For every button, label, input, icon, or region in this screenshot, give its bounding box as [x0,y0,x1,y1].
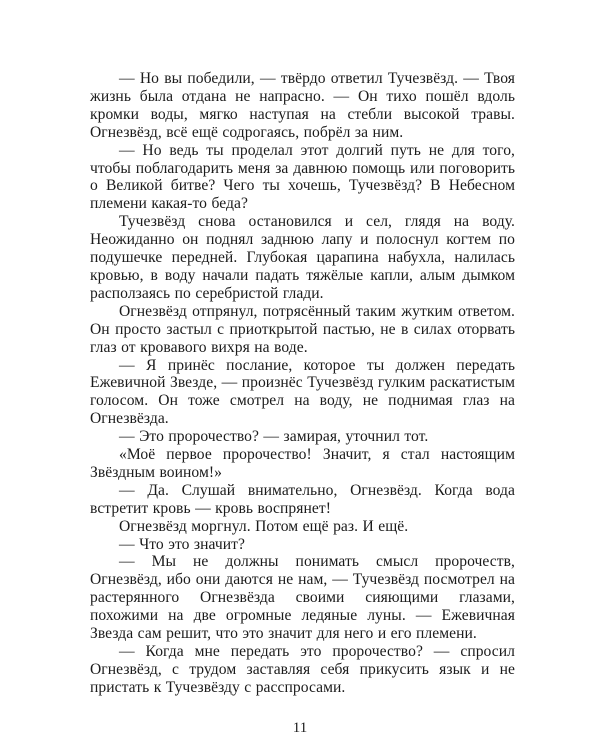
paragraph: — Когда мне передать это пророчество? — спросил Огнезвёзд, с трудом заставляя себя прикусить язык и не пристать к Тучезвёзду с расспросами. [90,643,515,696]
paragraph: Огнезвёзд моргнул. Потом ещё раз. И ещё. [119,517,409,535]
paragraph: Тучезвёзд снова остановился и сел, глядя на воду. Неожиданно он поднял заднюю лапу и полоснул когтем по подушечке передней. Глубокая царапина набухла, налилась кровью, в воду начали падать тяжёлые капли, алым дымком расползаясь по серебристой глади. [90,213,515,302]
paragraph: — Это пророчество? — замирая, уточнил тот. [119,428,429,446]
paragraph: Огнезвёзд отпрянул, потрясённый таким жутким ответом. Он просто застыл с приоткрытой пастью, не в силах оторвать глаз от кровавого вихря на воде. [90,302,515,356]
paragraph: — Я принёс послание, которое ты должен передать Ежевичной Звезде, — произнёс Тучезвёзд гулким раскатистым голосом. Он тоже смотрел на воду, не поднимая глаз на Огнезвёзда. [90,356,515,428]
paragraph: — Но вы победили, — твёрдо ответил Тучезвёзд. — Твоя жизнь была отдана не напрасно. — Он тихо пошёл вдоль кромки воды, мягко наступая на стебли высокой травы. Огнезвёзд, всё ещё содрогаясь, побрёл за ним. [90,70,515,141]
page-text [90,70,515,697]
paragraph: — Мы не должны понимать смысл пророчеств, Огнезвёзд, ибо они даются не нам, — Тучезвёзд посмотрел на растерянного Огнезвёзда своими сияющими глазами, похожими на две огромные ледяные луны. — Ежевичная Звезда сам решит, что это значит для него и его племени. [90,553,515,643]
paragraph: «Моё первое пророчество! Значит, я стал настоящим Звёздным воином!» [90,446,515,481]
paragraph: — Но ведь ты проделал этот долгий путь не для того, чтобы поблагодарить меня за давнюю помощь или поговорить о Великой битве? Чего ты хочешь, Тучезвёзд? В Небесном племени какая-то беда? [90,141,515,213]
paragraph: — Да. Слушай внимательно, Огнезвёзд. Когда вода встретит кровь — кровь воспрянет! [90,481,515,517]
paragraph: — Что это значит? [119,535,246,553]
page-number: 11 [292,720,308,736]
